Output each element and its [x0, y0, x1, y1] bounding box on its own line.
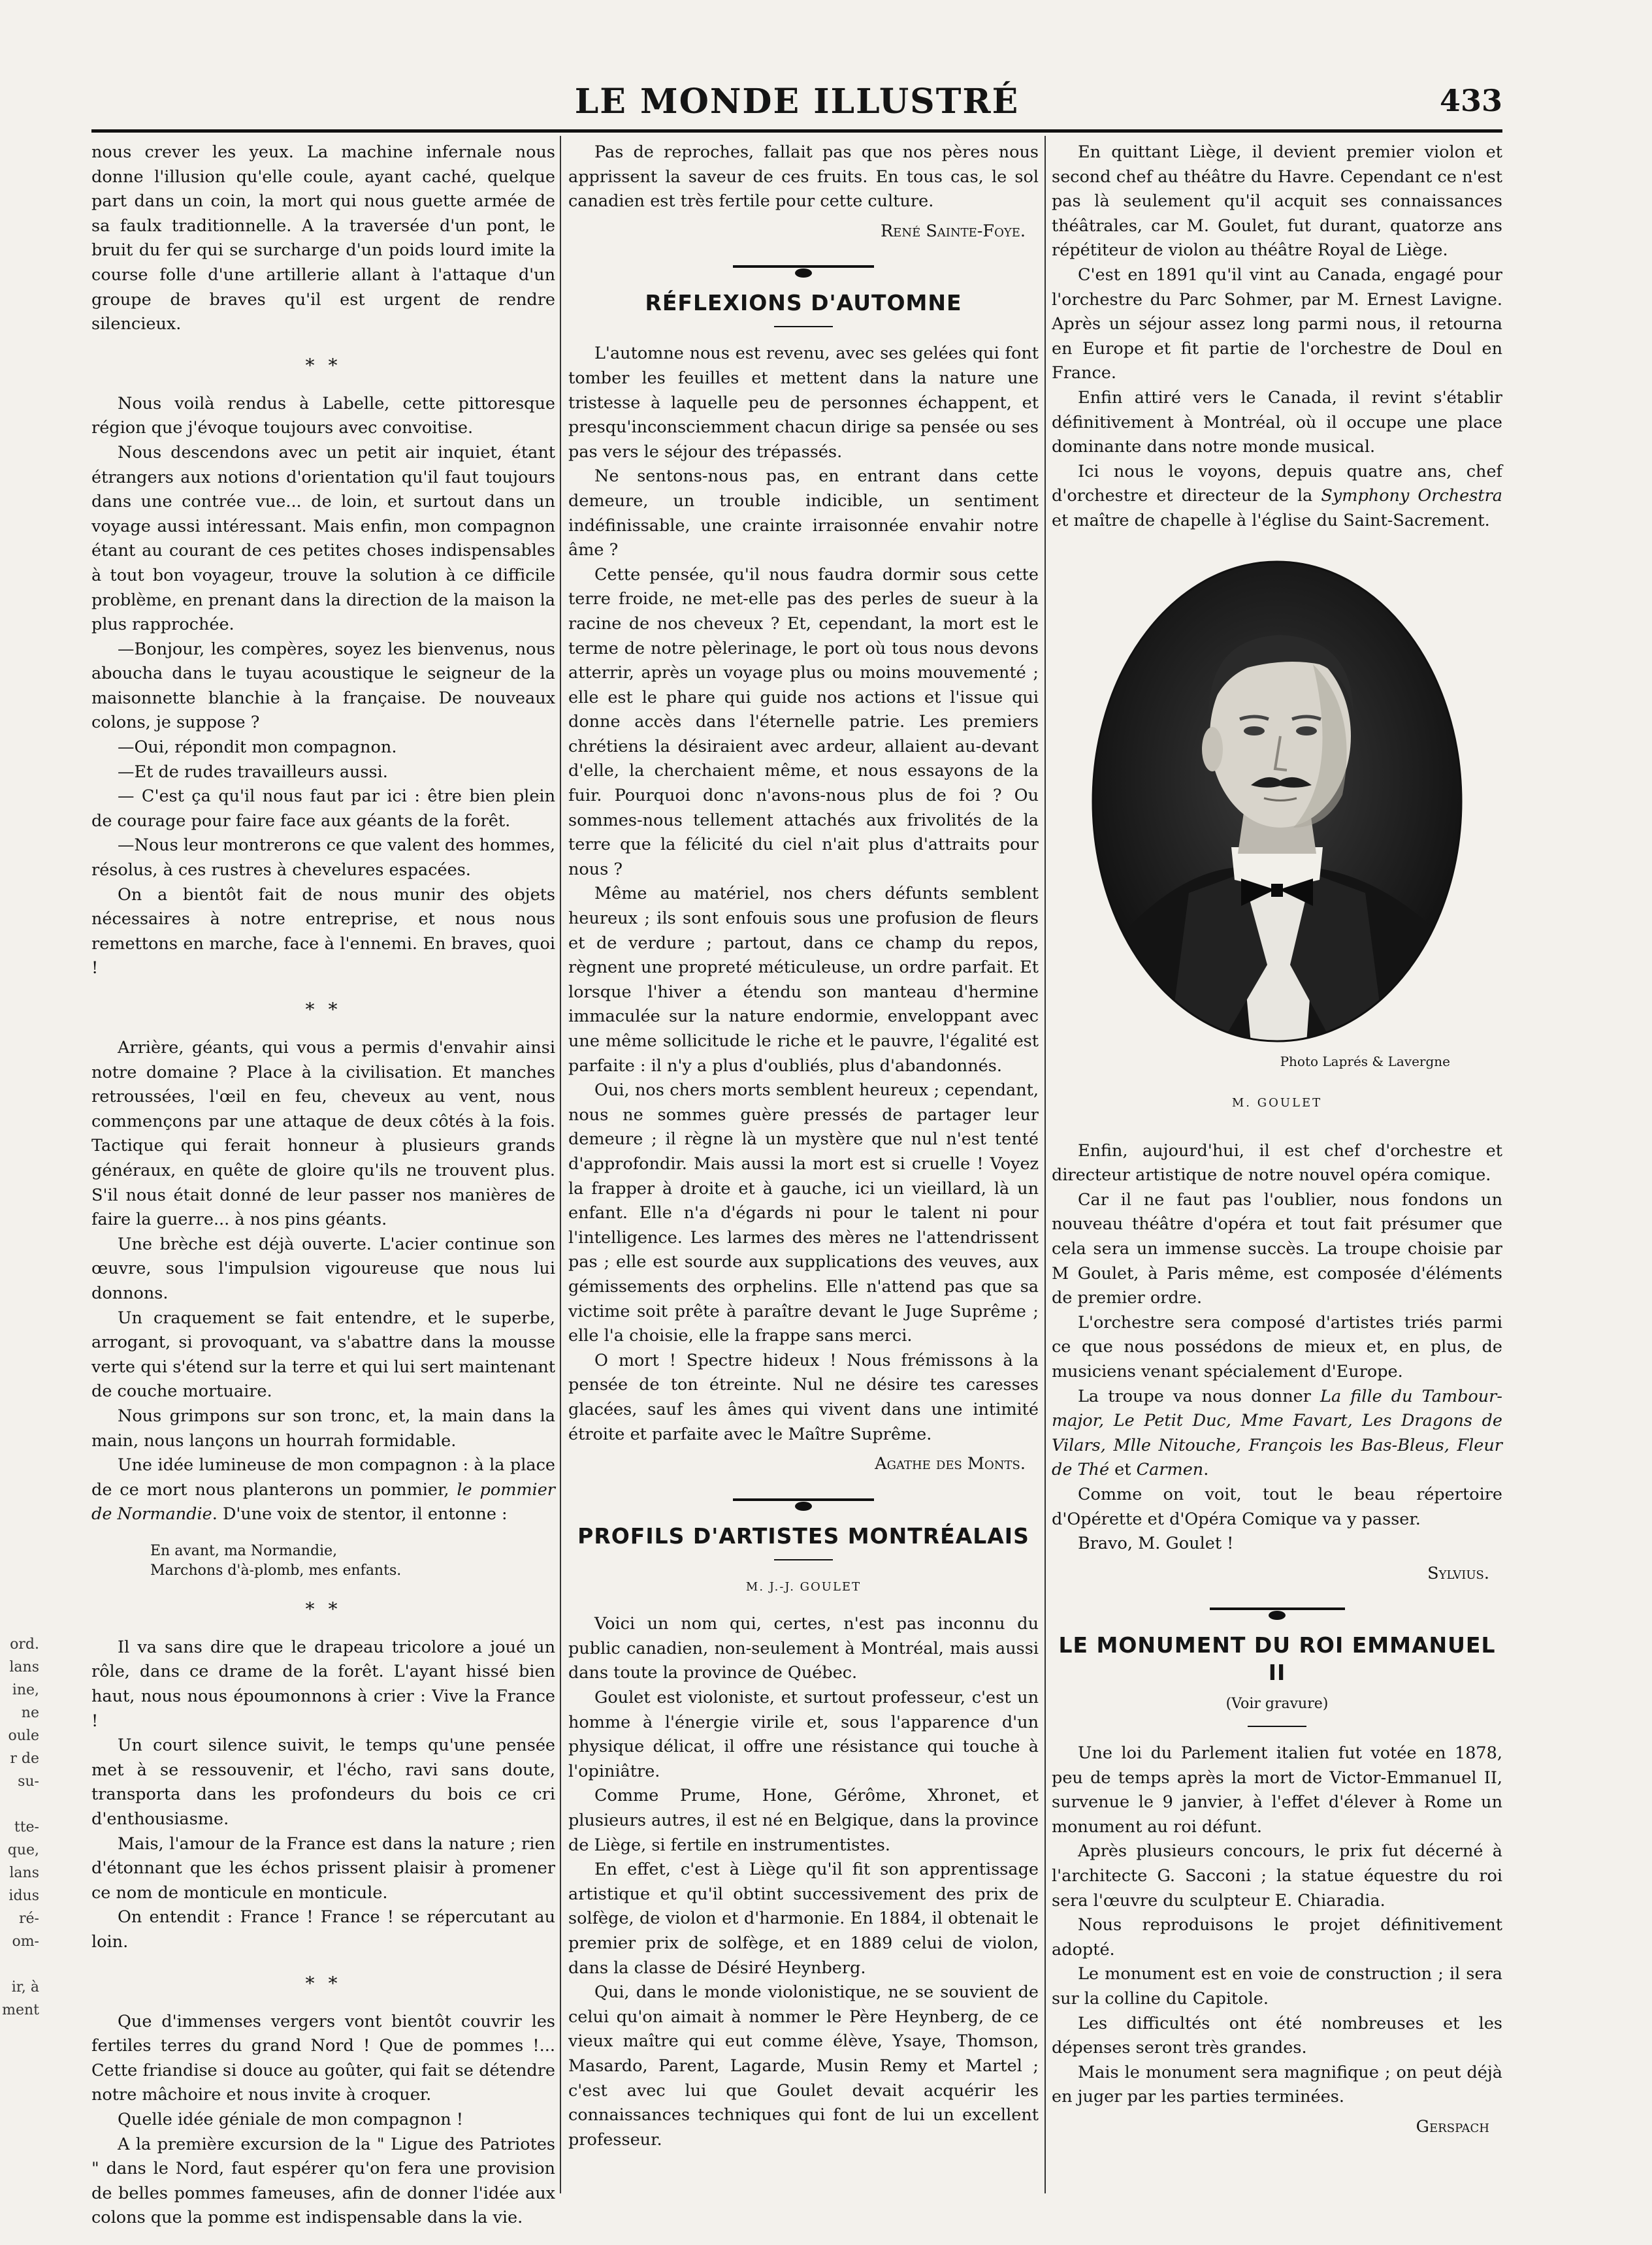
margin-fragments: ord. lans ine, ne oule r de su- tte- que, lans idus ré- om- ir, à ment [2, 1636, 39, 2018]
italic-text: La fille du Tambour-major, Le Petit Duc, Mme Favart, Les Dragons de Vilars, Mlle Nitouche, François les Bas-Bleus, Fleur de Thé [1052, 1386, 1502, 1480]
paragraph: Enfin attiré vers le Canada, il revint s'établir définitivement à Montréal, où il occupe une place dominante dans notre monde musical. [1052, 387, 1502, 457]
paragraph: Les difficultés ont été nombreuses et les dépenses seront très grandes. [1052, 2013, 1502, 2058]
verse: En avant, ma Normandie, Marchons d'à-plomb, mes enfants. [150, 1542, 402, 1579]
paragraph: C'est en 1891 qu'il vint au Canada, engagé pour l'orchestre du Parc Sohmer, par M. Ernest Lavigne. Après un séjour assez long parmi nous, il retourna en Europe et fit partie de l'orchestre de Doul en France. [1052, 265, 1502, 383]
column-1 [91, 140, 555, 2231]
paragraph: Car il ne faut pas l'oublier, nous fondons un nouveau théâtre d'opéra et tout fait présumer que cela sera un immense succès. La troupe choisie par M Goulet, à Paris même, est composée d'éléments de premier ordre. [1052, 1189, 1502, 1308]
paragraph: —Bonjour, les compères, soyez les bienvenus, nous aboucha dans le tuyau acoustique le seigneur de la maisonnette blanchie à la française. De nouveaux colons, je suppose ? [91, 639, 555, 733]
paragraph: On entendit : France ! France ! se répercutant au loin. [91, 1907, 555, 1952]
column-divider [1045, 136, 1046, 2193]
section-title: RÉFLEXIONS D'AUTOMNE [645, 290, 962, 316]
ornament-separator [1052, 1602, 1502, 1615]
paragraph: —Oui, répondit mon compagnon. [118, 737, 397, 758]
italic-text: le pommier de Normandie [91, 1479, 555, 1525]
portrait-image [1091, 560, 1463, 1043]
paragraph: Nous voilà rendus à Labelle, cette pittoresque région que j'évoque toujours avec convoitise. [91, 393, 555, 438]
paragraph: Quelle idée géniale de mon compagnon ! [118, 2109, 464, 2129]
paragraph: En effet, c'est à Liège qu'il fit son apprentissage artistique et qu'il obtint successivement des prix de solfège, de violon et d'harmonie. En 1884, il obtenait le premier prix de solfège, et en 1889 celui de violon, dans la classe de Désiré Heynberg. [568, 1860, 1039, 1978]
paragraph: Même au matériel, nos chers défunts semblent heureux ; ils sont enfouis sous une profusion de fleurs et de verdure ; partout, dans ce champ du repos, règnent une propreté méticuleuse, un ordre parfait. Et lorsque l'hiver a étendu son manteau d'hermine immaculée sur la nature endormie, enveloppant avec une même sollicitude le riche et le pauvre, l'égalité est parfaite : il n'y a plus d'oubliés, plus d'abandonnés. [568, 884, 1039, 1076]
photo-caption: M. GOULET [1231, 1096, 1323, 1110]
ornament-separator [568, 1493, 1039, 1506]
paragraph: Goulet est violoniste, et surtout professeur, c'est un homme à l'énergie virile et, sous l'apparence d'un physique délicat, il offre une résistance qui touche à l'opiniâtre. [568, 1688, 1039, 1781]
paragraph: Une brèche est déjà ouverte. L'acier continue son œuvre, sous l'impulsion vigoureuse que nous lui donnons. [91, 1234, 555, 1303]
section-title: LE MONUMENT DU ROI EMMANUEL II [1058, 1632, 1496, 1686]
section-subtitle: M. J.-J. GOULET [745, 1579, 862, 1594]
paragraph: Pas de reproches, fallait pas que nos pères nous apprissent la saveur de ces fruits. En tous cas, le sol canadien est très fertile pour cette culture. [568, 142, 1039, 212]
paragraph: Ne sentons-nous pas, en entrant dans cette demeure, un trouble indicible, un sentiment indéfinissable, une crainte irraisonnée envahir notre âme ? [568, 466, 1039, 560]
paragraph: Ici nous le voyons, depuis quatre ans, chef d'orchestre et directeur de la Symphony Orchestra et maître de chapelle à l'église du Saint-Sacrement. [1052, 461, 1502, 530]
short-rule [774, 1559, 833, 1560]
paragraph: Nous grimpons sur son tronc, et, la main dans la main, nous lançons un hourrah formidable. [91, 1406, 555, 1451]
paragraph: Une idée lumineuse de mon compagnon : à la place de ce mort nous planterons un pommier, le pommier de Normandie. D'une voix de stentor, il entonne : [91, 1455, 555, 1525]
section-stars: * * [305, 999, 342, 1020]
paragraph: L'automne nous est revenu, avec ses gelées qui font tomber les feuilles et mettent dans la nature une tristesse à laquelle peu de personnes échappent, et presqu'inconsciemment chacun dirige sa pensée ou ses pas vers le séjour des trépassés. [568, 344, 1039, 462]
section-stars: * * [305, 1972, 342, 1994]
paragraph: Cette pensée, qu'il nous faudra dormir sous cette terre froide, ne met-elle pas des perles de sueur à la racine de nos cheveux ? Et, cependant, la mort est le terme de notre pèlerinage, le port où tous nous devons atterrir, après un voyage plus ou moins mouvementé ; elle est le phare qui guide nos actions et l'issue qui donne accès dans l'éternelle patrie. Les premiers chrétiens la désiraient avec ardeur, allaient au-devant d'elle, la cherchaient même, et nous essayons de la fuir. Pourquoi donc n'avons-nous plus de foi ? Ou sommes-nous tellement attachés aux frivolités de la terre que la félicité du ciel n'ait plus d'attraits pour nous ? [568, 564, 1039, 879]
paragraph: Nous reproduisons le projet définitivement adopté. [1052, 1915, 1502, 1960]
section-title: PROFILS D'ARTISTES MONTRÉALAIS [577, 1523, 1029, 1549]
signature: René Sainte-Foye. [880, 221, 1026, 241]
column-3 [1052, 140, 1502, 2144]
paragraph: Il va sans dire que le drapeau tricolore a joué un rôle, dans ce drame de la forêt. L'ayant hissé bien haut, nous nous époumonnons à crier : Vive la France ! [91, 1637, 555, 1731]
paragraph: Comme on voit, tout le beau répertoire d'Opérette et d'Opéra Comique va y passer. [1052, 1485, 1502, 1529]
italic-text: Carmen [1136, 1460, 1204, 1480]
paragraph: — C'est ça qu'il nous faut par ici : être bien plein de courage pour faire face aux géants de la forêt. [91, 786, 555, 831]
paragraph: Un craquement se fait entendre, et le superbe, arrogant, si provoquant, va s'abattre dans la mousse verte qui s'étend sur la terre et qui lui sert maintenant de couche mortuaire. [91, 1308, 555, 1402]
page-number: 433 [1439, 83, 1502, 118]
signature: Gerspach [1416, 2116, 1489, 2137]
paragraph: Bravo, M. Goulet ! [1078, 1534, 1234, 1554]
paragraph: On a bientôt fait de nous munir des objets nécessaires à notre entreprise, et nous nous remettons en marche, face à l'ennemi. En braves, quoi ! [91, 884, 555, 978]
signature: Agathe des Monts. [875, 1454, 1026, 1474]
column-divider [560, 136, 561, 2193]
paragraph: En quittant Liège, il devient premier violon et second chef au théâtre du Havre. Cependant ce n'est pas là seulement qu'il acquit ses connaissances théâtrales, car M. Goulet, fut durant, quatorze ans répétiteur de violon au théâtre Royal de Liège. [1052, 142, 1502, 261]
photo-credit: Photo Laprés & Lavergne [1280, 1053, 1450, 1069]
section-subtitle: (Voir gravure) [1225, 1696, 1329, 1713]
paragraph: Le monument est en voie de construction ; il sera sur la colline du Capitole. [1052, 1964, 1502, 2009]
paragraph: La troupe va nous donner La fille du Tambour-major, Le Petit Duc, Mme Favart, Les Dragons de Vilars, Mlle Nitouche, François les Bas-Bleus, Fleur de Thé et Carmen. [1052, 1386, 1502, 1480]
short-rule [1248, 1726, 1306, 1727]
italic-text: Symphony Orchestra [1321, 486, 1502, 506]
paragraph: Enfin, aujourd'hui, il est chef d'orchestre et directeur artistique de notre nouvel opéra comique. [1052, 1140, 1502, 1186]
signature: Sylvius. [1427, 1563, 1489, 1583]
paragraph: Arrière, géants, qui vous a permis d'envahir ainsi notre domaine ? Place à la civilisation. Et manches retroussées, l'œil en feu, cheveux au vent, nous commençons par une attaque de deux côtés à la fois. Tactique qui ferait honneur à plusieurs grands généraux, en quête de gloire qu'ils ne trouvent plus. S'il nous était donné de leur passer nos manières de faire la guerre... à nos pins géants. [91, 1038, 555, 1230]
journal-title: LE MONDE ILLUSTRÉ [574, 82, 1020, 121]
paragraph: Nous descendons avec un petit air inquiet, étant étrangers aux notions d'orientation qu'il faut toujours dans une contrée vue... de loin, et surtout dans un voyage aussi intéressant. Mais enfin, mon compagnon étant au courant de ces petites choses indispensables à tout bon voyageur, trouve la solution à ce difficile problème, en prenant dans la direction de la maison la plus rapprochée. [91, 442, 555, 635]
paragraph: Après plusieurs concours, le prix fut décerné à l'architecte G. Sacconi ; la statue équestre du roi sera l'œuvre du sculpteur E. Chiaradia. [1052, 1841, 1502, 1911]
section-stars: * * [305, 1598, 342, 1620]
short-rule [774, 326, 833, 327]
paragraph: Voici un nom qui, certes, n'est pas inconnu du public canadien, non-seulement à Montréal, mais aussi dans toute la province de Québec. [568, 1614, 1039, 1683]
paragraph: —Et de rudes travailleurs aussi. [118, 762, 388, 782]
paragraph: Oui, nos chers morts semblent heureux ; cependant, nous ne sommes guère pressés de partager leur demeure ; il règne là un mystère que nul n'est tenté d'approfondir. Mais aussi la mort est si cruelle ! Voyez la frapper à droite et à gauche, ici un vieillard, là un enfant. Elle n'a d'égards ni pour le talent ni pour l'intelligence. Les larmes des mères ne l'attendrissent pas ; elle est sourde aux supplications des veuves, aux gémissements des orphelins. Elle n'attend pas que sa victime soit prête à paraître devant le Juge Suprême ; elle l'a choisie, elle la frappe sans merci. [568, 1080, 1039, 1346]
paragraph: —Nous leur montrerons ce que valent des hommes, résolus, à ces rustres à chevelures espacées. [91, 835, 555, 880]
paragraph: A la première excursion de la " Ligue des Patriotes " dans le Nord, faut espérer qu'on fera une provision de belles pommes fameuses, afin de donner l'idée aux colons que la pomme est indispensable dans la vie. [91, 2134, 555, 2228]
paragraph: Un court silence suivit, le temps qu'une pensée met à se ressouvenir, et l'écho, ravi sans doute, transporta dans les profondeurs du bois ce cri d'enthousiasme. [91, 1736, 555, 1830]
paragraph: Une loi du Parlement italien fut votée en 1878, peu de temps après la mort de Victor-Emmanuel II, survenue le 9 janvier, à l'effet d'élever à Rome un monument au roi défunt. [1052, 1743, 1502, 1837]
paragraph: Que d'immenses vergers vont bientôt couvrir les fertiles terres du grand Nord ! Que de pommes !... Cette friandise si douce au goûter, qui fait se détendre notre mâchoire et nous invite à croquer. [91, 2011, 555, 2105]
paragraph: Mais le monument sera magnifique ; on peut déjà en juger par les parties terminées. [1052, 2062, 1502, 2107]
paragraph: O mort ! Spectre hideux ! Nous frémissons à la pensée de ton étreinte. Nul ne désire tes caresses glacées, sauf les âmes qui vivent dans une intimité étroite et parfaite avec le Maître Suprême. [568, 1350, 1039, 1444]
ornament-separator [568, 259, 1039, 272]
column-2 [568, 140, 1039, 2152]
section-stars: * * [305, 354, 342, 376]
paragraph: Qui, dans le monde violonistique, ne se souvient de celui qu'on aimait à nommer le Père Heynberg, de ce vieux maître qui eut comme élève, Ysaye, Thomson, Masardo, Parent, Lagarde, Musin Remy et Martel ; c'est avec lui que Goulet devait acquérir les connaissances techniques qui font de lui un excellent professeur. [568, 1982, 1039, 2150]
paragraph: nous crever les yeux. La machine infernale nous donne l'illusion qu'elle coule, ayant caché, quelque part dans un coin, la mort qui nous guette armée de sa faulx traditionnelle. A la traversée d'un pont, le bruit du fer qui se surcharge d'un poids lourd imite la course folle d'une artillerie allant à l'attaque d'un groupe de braves qu'il est urgent de rendre silencieux. [91, 142, 555, 334]
header-rule [91, 129, 1502, 133]
portrait-photo [1091, 560, 1463, 1043]
paragraph: Mais, l'amour de la France est dans la nature ; rien d'étonnant que les échos prissent plaisir à promener ce nom de monticule en monticule. [91, 1833, 555, 1903]
page-header [91, 82, 1502, 127]
paragraph: L'orchestre sera composé d'artistes triés parmi ce que nous possédons de mieux et, en plus, de musiciens venant spécialement d'Europe. [1052, 1312, 1502, 1382]
paragraph: Comme Prume, Hone, Gérôme, Xhronet, et plusieurs autres, il est né en Belgique, dans la province de Liège, si fertile en instrumentistes. [568, 1786, 1039, 1855]
